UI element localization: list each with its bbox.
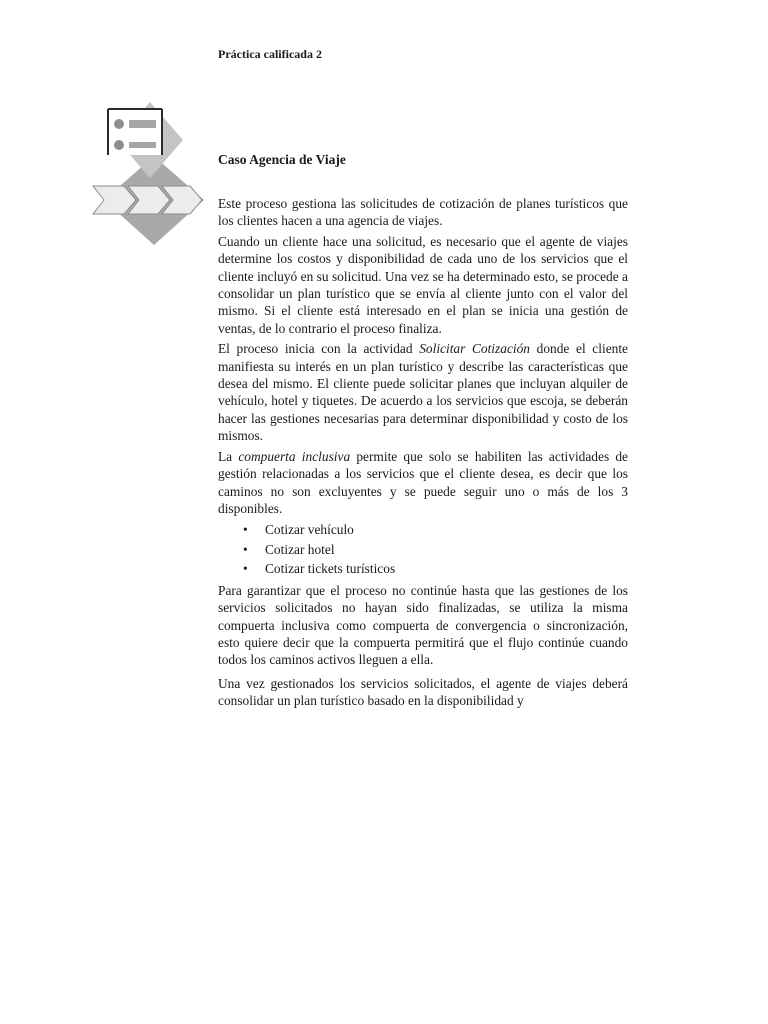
paragraph-synchronization: Para garantizar que el proceso no continúe hasta que las gestiones de los servicios solicitados no hayan sido finalizadas, se utiliza la misma compuerta inclusiva como compuerta de convergencia o sincronización, esto quiere decir que la compuerta permitirá que el flujo continúe cuando todos los caminos activos lleguen a ella. — [218, 582, 628, 668]
page-header: Práctica calificada 2 — [218, 47, 322, 61]
process-checklist-icon — [88, 100, 208, 250]
services-list — [218, 520, 628, 579]
list-item: • Cotizar vehículo — [265, 520, 628, 540]
list-item: • Cotizar tickets turísticos — [265, 559, 628, 579]
bullet-icon: • — [243, 522, 248, 538]
paragraph-intro: Este proceso gestiona las solicitudes de cotización de planes turísticos que los clientes hacen a una agencia de viajes. — [218, 196, 628, 229]
paragraph-request: Cuando un cliente hace una solicitud, es necesario que el agente de viajes determine los costos y disponibilidad de cada uno de los servicios que el cliente incluyó en su solicitud. Una vez se ha determinado esto, se procede a consolidar un plan turístico que se envía al cliente junto con el valor del mismo. Si el cliente está interesado en el plan se inicia una gestión de ventas, de lo contrario el proceso finaliza. — [218, 233, 628, 336]
activity-name: Solicitar Cotización — [419, 341, 530, 357]
bullet-line-1 — [129, 120, 156, 128]
bullet-icon: • — [243, 561, 248, 577]
bullet-icon: • — [243, 541, 248, 557]
gateway-name: compuerta inclusiva — [238, 448, 351, 464]
document-body — [218, 195, 628, 713]
list-item: • Cotizar hotel — [265, 540, 628, 560]
paragraph-gateway: La compuerta inclusiva permite que solo se habiliten las actividades de gestión relacionadas a los servicios que el cliente desea, es decir que los caminos no son excluyentes y se puede seguir uno o más de los 3 disponibles. — [218, 448, 628, 516]
bullet-line-2 — [129, 142, 156, 148]
paragraph-consolidation: Una vez gestionados los servicios solicitados, el agente de viajes deberá consolidar un plan turístico basado en la disponibilidad y — [218, 675, 628, 709]
paragraph-start-activity: El proceso inicia con la actividad Solicitar Cotización donde el cliente manifiesta su interés en un plan turístico y describe las características que desea del mismo. El cliente puede solicitar planes que incluyan alquiler de vehículo, hotel y tiquetes. De acuerdo a los servicios que escoja, se deberán hacer las gestiones necesarias para determinar disponibilidad y costo de los mismos. — [218, 341, 628, 444]
bullet-dot-1 — [114, 119, 124, 129]
document-title: Caso Agencia de Viaje — [218, 152, 346, 167]
bullet-dot-2 — [114, 140, 124, 150]
